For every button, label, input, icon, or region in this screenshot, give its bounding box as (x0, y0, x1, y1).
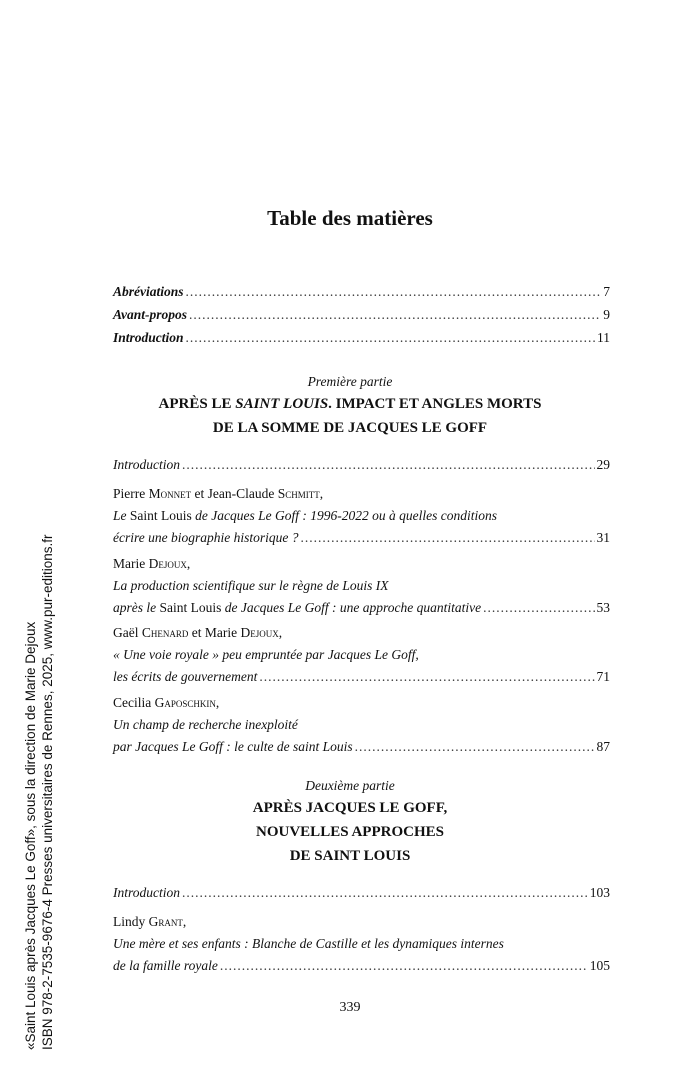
toc-entry-foreword[interactable] (113, 304, 610, 326)
toc-title-line-1: Une mère et ses enfants : Blanche de Castille et les dynamiques internes (113, 936, 504, 951)
toc-entry-part1-introduction[interactable] (113, 454, 610, 476)
toc-page: 71 (596, 669, 610, 684)
toc-entry-dejoux[interactable] (113, 553, 610, 619)
toc-page: 87 (596, 739, 610, 754)
toc-page: 103 (589, 885, 610, 900)
toc-authors: Cecilia Gaposchkin, (113, 695, 220, 710)
toc-entry-grant[interactable] (113, 911, 610, 977)
leader-dots (300, 527, 594, 549)
page-title: Table des matières (267, 206, 433, 230)
part-2-header (0, 776, 700, 868)
leader-dots (186, 327, 595, 349)
leader-dots (189, 304, 601, 326)
toc-title-line-2: les écrits de gouvernement (113, 669, 258, 684)
part-1-heading-line-1: APRÈS LE SAINT LOUIS. IMPACT ET ANGLES MORTS (158, 396, 542, 412)
leader-dots (355, 736, 595, 758)
toc-authors: Marie Dejoux, (113, 556, 191, 571)
toc-entry-part2-introduction[interactable] (113, 882, 610, 904)
leader-dots (182, 454, 595, 476)
toc-title-line-2: après le Saint Louis de Jacques Le Goff : une approche quantitative (113, 600, 482, 615)
part-2-heading-line-1: APRÈS JACQUES LE GOFF, (252, 800, 448, 816)
toc-entry-chenard-dejoux[interactable] (113, 622, 610, 688)
toc-label: Avant-propos (113, 307, 188, 322)
leader-dots (483, 597, 594, 619)
part-1-heading-line-2: DE LA SOMME DE JACQUES LE GOFF (212, 420, 488, 436)
part-1-header (0, 372, 700, 440)
toc-entry-abbreviations[interactable] (113, 281, 610, 303)
toc-authors: Lindy Grant, (113, 914, 187, 929)
toc-title-line-2: par Jacques Le Goff : le culte de saint Louis (113, 739, 353, 754)
toc-page: 105 (589, 958, 610, 973)
leader-dots (259, 666, 594, 688)
toc-label: Introduction (113, 330, 184, 345)
toc-label: Abréviations (113, 284, 184, 299)
toc-title-line-1: « Une voie royale » peu empruntée par Jacques Le Goff, (113, 647, 419, 662)
side-credit-line-2: ISBN 978-2-7535-9676-4 Presses universitaires de Rennes, 2025, www.pur-editions.fr (40, 534, 55, 1050)
toc-page: 9 (603, 307, 610, 322)
toc-page: 53 (596, 600, 610, 615)
part-1-label: Première partie (307, 374, 393, 389)
toc-authors: Pierre Monnet et Jean-Claude Schmitt, (113, 486, 324, 501)
leader-dots (186, 281, 602, 303)
leader-dots (220, 955, 588, 977)
toc-page: 7 (603, 284, 610, 299)
part-2-heading-line-2: NOUVELLES APPROCHES (256, 824, 444, 840)
toc-entry-introduction[interactable] (113, 327, 610, 349)
toc-title-line-2: écrire une biographie historique ? (113, 530, 299, 545)
page-number: 339 (339, 1000, 361, 1015)
toc-title-line-2: de la famille royale (113, 958, 218, 973)
toc-page: 31 (596, 530, 610, 545)
toc-label: Introduction (113, 885, 180, 900)
toc-title-line-1: La production scientifique sur le règne de Louis IX (113, 578, 389, 593)
toc-page: 29 (596, 457, 610, 472)
toc-page: 11 (597, 330, 610, 345)
toc-title-line-1: Le Saint Louis de Jacques Le Goff : 1996-2022 ou à quelles conditions (113, 508, 497, 523)
part-2-heading-line-3: DE SAINT LOUIS (289, 848, 411, 864)
toc-title-line-1: Un champ de recherche inexploité (113, 717, 298, 732)
toc-entry-monnet-schmitt[interactable] (113, 483, 610, 549)
toc-authors: Gaël Chenard et Marie Dejoux, (113, 625, 283, 640)
side-credit-line-1: «Saint Louis après Jacques Le Goff», sous la direction de Marie Dejoux (23, 621, 38, 1050)
part-2-label: Deuxième partie (305, 778, 395, 793)
toc-entry-gaposchkin[interactable] (113, 692, 610, 758)
toc-label: Introduction (113, 457, 180, 472)
leader-dots (182, 882, 588, 904)
